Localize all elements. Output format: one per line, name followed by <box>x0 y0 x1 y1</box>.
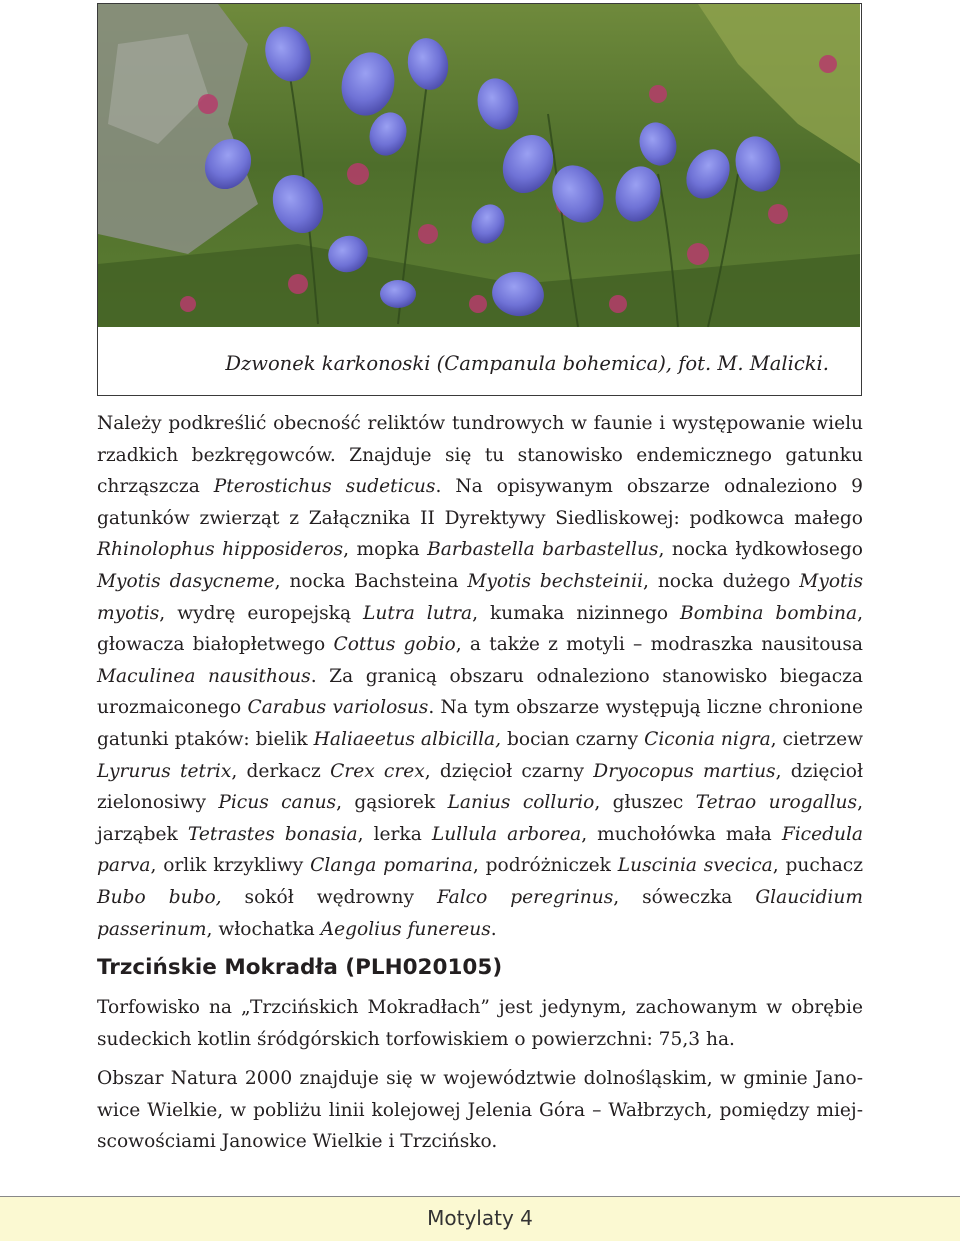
text-run: , lerka <box>357 823 432 845</box>
species-name: Crex crex <box>330 760 425 782</box>
species-name: Tetrao urogallus <box>695 792 858 814</box>
species-name: Clanga pomarina <box>310 855 473 877</box>
species-name: Pterostichus sudeticus <box>213 476 436 498</box>
species-name: Haliaeetus albicilla, <box>313 728 502 750</box>
species-name: Carabus variolosus <box>247 697 429 719</box>
body-paragraph-location: Obszar Natura 2000 znajduje się w województwie dolnośląskim, w gminie Janowice Wielkie, w pobliżu linii kolejowej Jelenia Góra – Wałbrzych, pomiędzy miejscowościami Janowice Wielkie i Trzcińsko. <box>97 1068 863 1153</box>
species-name: Myotis dasycneme <box>97 570 275 592</box>
species-name: Barbastella barbastellus <box>427 539 659 561</box>
text-run: , puchacz <box>772 855 864 877</box>
species-name: Lyrurus tetrix <box>97 760 232 782</box>
species-name: Ciconia nigra <box>644 728 771 750</box>
text-run: , orlik krzykliwy <box>150 855 311 877</box>
text-run: Należy podkreślić obecność reliktów tundrowych w faunie i występowanie wielu rzadkich bezkręgowców. Znajduje się tu stanowisko endemicznego gatunku chrząszcza <box>97 413 863 498</box>
text-run: , muchołówka mała <box>581 823 782 845</box>
text-run: , głuszec <box>594 792 696 814</box>
body-paragraph-fauna <box>97 408 863 945</box>
text-run: , dzięcioł zielonosiwy <box>97 760 863 814</box>
text-run: , mopka <box>343 539 428 561</box>
species-name: Aegolius funereus <box>320 918 491 940</box>
text-run: bocian czarny <box>501 728 645 750</box>
species-name: Tetrastes bonasia <box>187 823 358 845</box>
text-run: . Na tym obszarze występują liczne chronione gatunki ptaków: bielik <box>97 697 863 750</box>
species-name: Rhinolophus hipposideros <box>97 539 344 561</box>
text-run: , nocka łydkowłosego <box>658 539 864 561</box>
species-name: Lutra lutra <box>363 602 473 624</box>
text-run: , kumaka nizinnego <box>472 602 681 624</box>
species-name: Myotis myotis <box>97 570 863 624</box>
text-run: . Za granicą obszaru odnaleziono stanowisko biegacza urozmaiconego <box>97 665 863 719</box>
species-name: Bombina bombina <box>680 602 858 624</box>
footer-label: Motylaty 4 <box>427 1206 533 1230</box>
species-name: Myotis bechsteinii <box>467 570 644 592</box>
text-run: sokół wędrowny <box>221 886 437 908</box>
species-name: Lullula arborea <box>431 823 582 845</box>
text-run: , wydrę europejską <box>159 602 364 624</box>
species-name: Luscinia svecica <box>617 855 773 877</box>
text-run: , nocka dużego <box>643 570 800 592</box>
text-run: , sóweczka <box>613 886 756 908</box>
page-footer <box>0 1196 960 1241</box>
campanula-photo <box>98 4 860 327</box>
body-paragraph-peatland: Torfowisko na „Trzcińskich Mokradłach” jest jedynym, zachowanym w obrębie sudeckich kotlin śródgórskich torfowiskiem o powierzchni: 75,3 ha. <box>97 997 863 1050</box>
species-name: Lanius collurio <box>447 792 595 814</box>
text-run: , nocka Bachsteina <box>274 570 468 592</box>
photo-figure <box>97 3 862 396</box>
species-name: Ficedula parva <box>97 823 863 877</box>
species-name: Cottus gobio <box>333 634 456 656</box>
photo-caption: Dzwonek karkonoski (Campanula bohemica), fot. M. Malicki. <box>225 352 829 375</box>
section-heading: Trzcińskie Mokradła (PLH020105) <box>97 955 503 980</box>
campanula-illustration <box>98 4 860 327</box>
text-run: . Na opisywanym obszarze odnaleziono 9 gatunków zwierząt z Załącznika II Dyrektywy Siedliskowej: podkowca małego <box>97 476 864 529</box>
text-run: , gąsiorek <box>336 792 448 814</box>
species-name: Falco peregrinus <box>437 886 614 908</box>
text-run: , a także z motyli – modraszka nausitousa <box>455 634 864 656</box>
text-run: . <box>490 918 497 940</box>
species-name: Bubo bubo, <box>97 886 222 908</box>
species-name: Glaucidium passerinum <box>97 886 863 940</box>
species-name: Picus canus <box>218 792 337 814</box>
text-run: , głowacza białopłetwego <box>97 602 863 656</box>
text-run: , cietrzew <box>770 728 863 750</box>
text-run: , derkacz <box>231 760 331 782</box>
species-name: Maculinea nausithous <box>97 665 311 687</box>
text-run: , dzięcioł czarny <box>424 760 594 782</box>
species-name: Dryocopus martius <box>593 760 776 782</box>
text-run: , włochatka <box>206 918 321 940</box>
text-run: , podróżniczek <box>472 855 618 877</box>
text-run: , jarząbek <box>97 792 863 845</box>
